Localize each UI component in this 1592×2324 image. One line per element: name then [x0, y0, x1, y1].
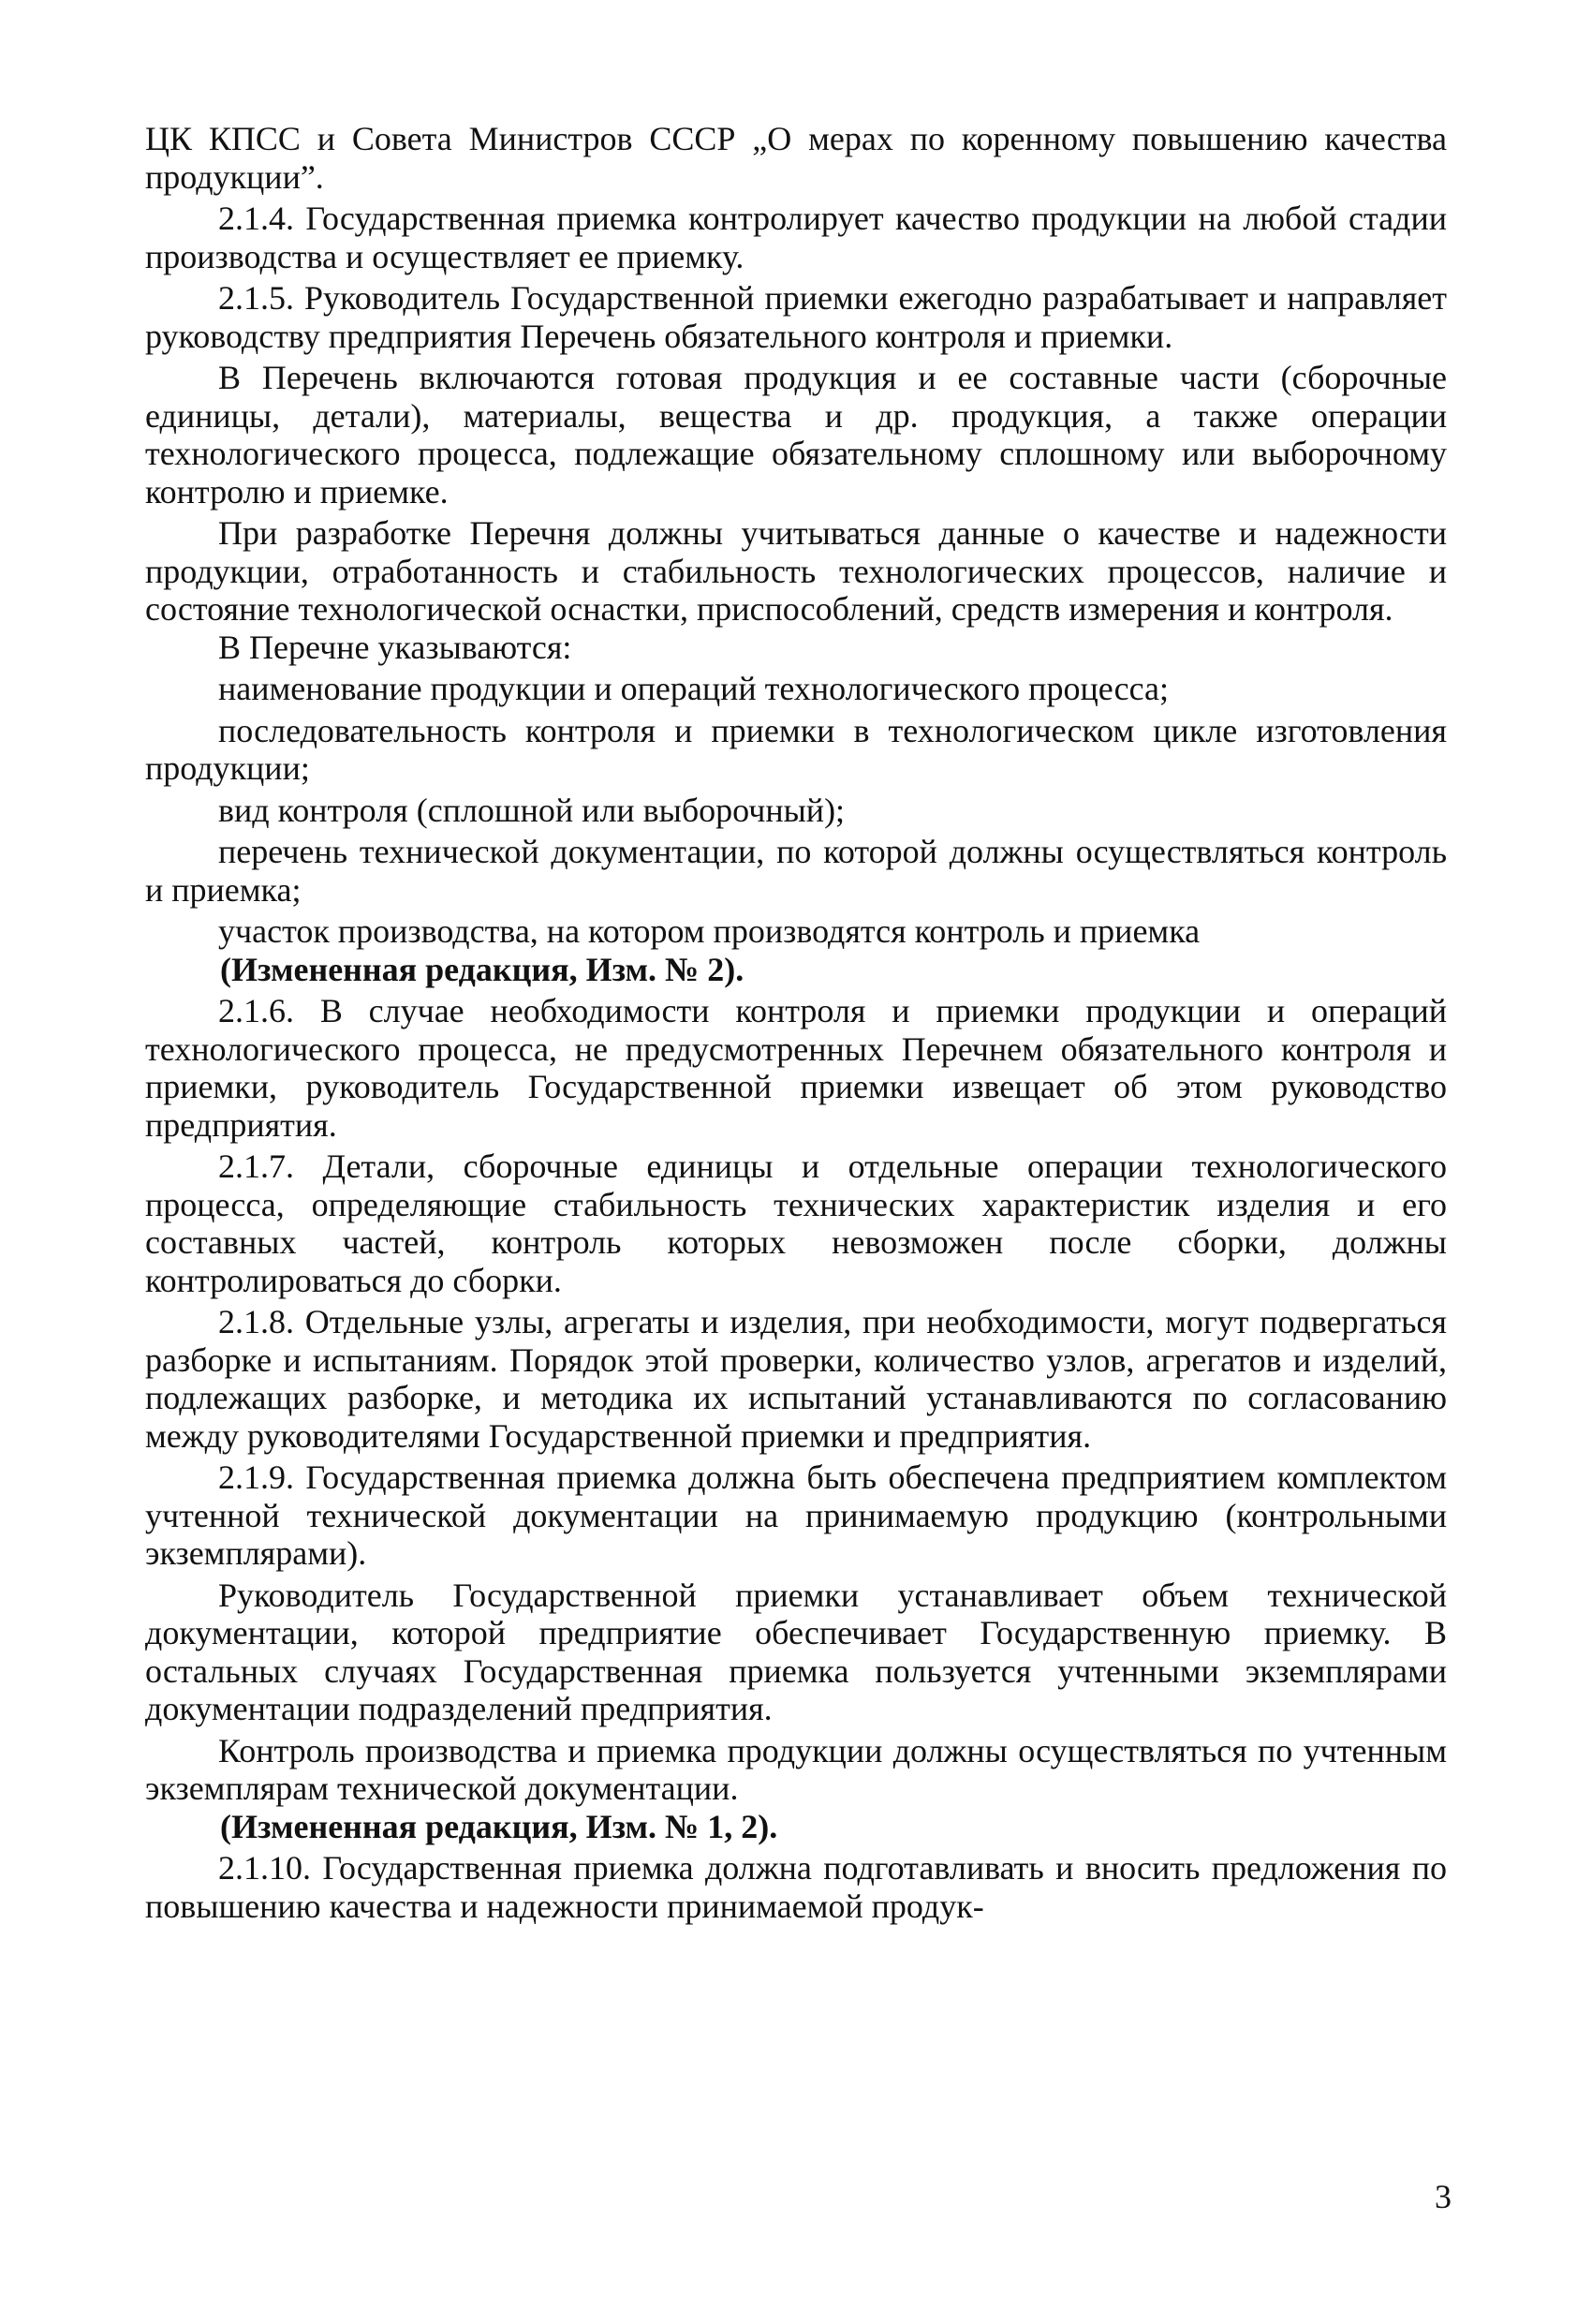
paragraph-list-contents: В Перечень включаются готовая продукция и ее составные части (сборочные единицы, детали), материалы, вещества и др. продукция, а также операции технологического процесса, подлежащие обязательному сплошному или выборочному контролю и приемке. — [145, 359, 1447, 511]
list-item-name: наименование продукции и операций технологического процесса; — [218, 670, 1169, 707]
paragraph-documentation-volume: Руководитель Государственной приемки устанавливает объем технической документации, которой предприятие обеспечивает Государственную приемку. В остальных случаях Государственная приемка пользуется учтенными экземплярами документации подразделений предприятия. — [145, 1576, 1447, 1727]
paragraph-2-1-9: 2.1.9. Государственная приемка должна быть обеспечена предприятием комплектом учтенной технической документации на принимаемую продукцию (контрольными экземплярами). — [145, 1458, 1447, 1572]
page-number: 3 — [1435, 2178, 1452, 2215]
paragraph-2-1-5: 2.1.5. Руководитель Государственной приемки ежегодно разрабатывает и направляет руководству предприятия Перечень обязательного контроля и приемки. — [145, 279, 1447, 355]
paragraph-2-1-6: 2.1.6. В случае необходимости контроля и приемки продукции и операций технологического процесса, не предусмотренных Перечнем обязательного контроля и приемки, руководитель Государственной приемки извещает об этом руководство предприятия. — [145, 992, 1447, 1144]
paragraph-2-1-10: 2.1.10. Государственная приемка должна подготавливать и вносить предложения по повышению качества и надежности принимаемой продук- — [145, 1849, 1447, 1925]
list-item-production-site: участок производства, на котором производятся контроль и приемка — [218, 912, 1201, 950]
list-item-control-type: вид контроля (сплошной или выборочный); — [218, 791, 846, 829]
paragraph-list-development: При разработке Перечня должны учитываться данные о качестве и надежности продукции, отработанность и стабильность технологических процессов, наличие и состояние технологической оснастки, приспособлений, средств измерения и контроля. — [145, 514, 1447, 628]
list-item-sequence: последовательность контроля и приемки в технологическом цикле изготовления продукции; — [145, 711, 1447, 787]
paragraph-list-items-intro: В Перечне указываются: — [218, 628, 572, 666]
document-page — [145, 120, 1447, 1925]
paragraph-2-1-4: 2.1.4. Государственная приемка контролирует качество продукции на любой стадии производства и осуществляет ее приемку. — [145, 200, 1447, 275]
paragraph-2-1-8: 2.1.8. Отдельные узлы, агрегаты и изделия, при необходимости, могут подвергаться разборке и испытаниям. Порядок этой проверки, количество узлов, агрегатов и изделий, подлежащих разборке, и методика их испытаний устанавливаются по согласованию между руководителями Государственной приемки и предприятия. — [145, 1303, 1447, 1455]
amendment-note-2: (Измененная редакция, Изм. № 2). — [220, 950, 744, 988]
paragraph-2-1-7: 2.1.7. Детали, сборочные единицы и отдельные операции технологического процесса, определяющие стабильность технических характеристик изделия и его составных частей, контроль которых невозможен после сборки, должны контролироваться до сборки. — [145, 1147, 1447, 1299]
paragraph-production-control: Контроль производства и приемка продукции должны осуществляться по учтенным экземплярам технической документации. — [145, 1731, 1447, 1807]
paragraph-intro: ЦК КПСС и Совета Министров СССР „О мерах по коренному повышению качества продукции”. — [145, 120, 1447, 196]
amendment-note-1-2: (Измененная редакция, Изм. № 1, 2). — [220, 1807, 778, 1845]
list-item-documentation: перечень технической документации, по которой должны осуществляться контроль и приемка; — [145, 833, 1447, 909]
